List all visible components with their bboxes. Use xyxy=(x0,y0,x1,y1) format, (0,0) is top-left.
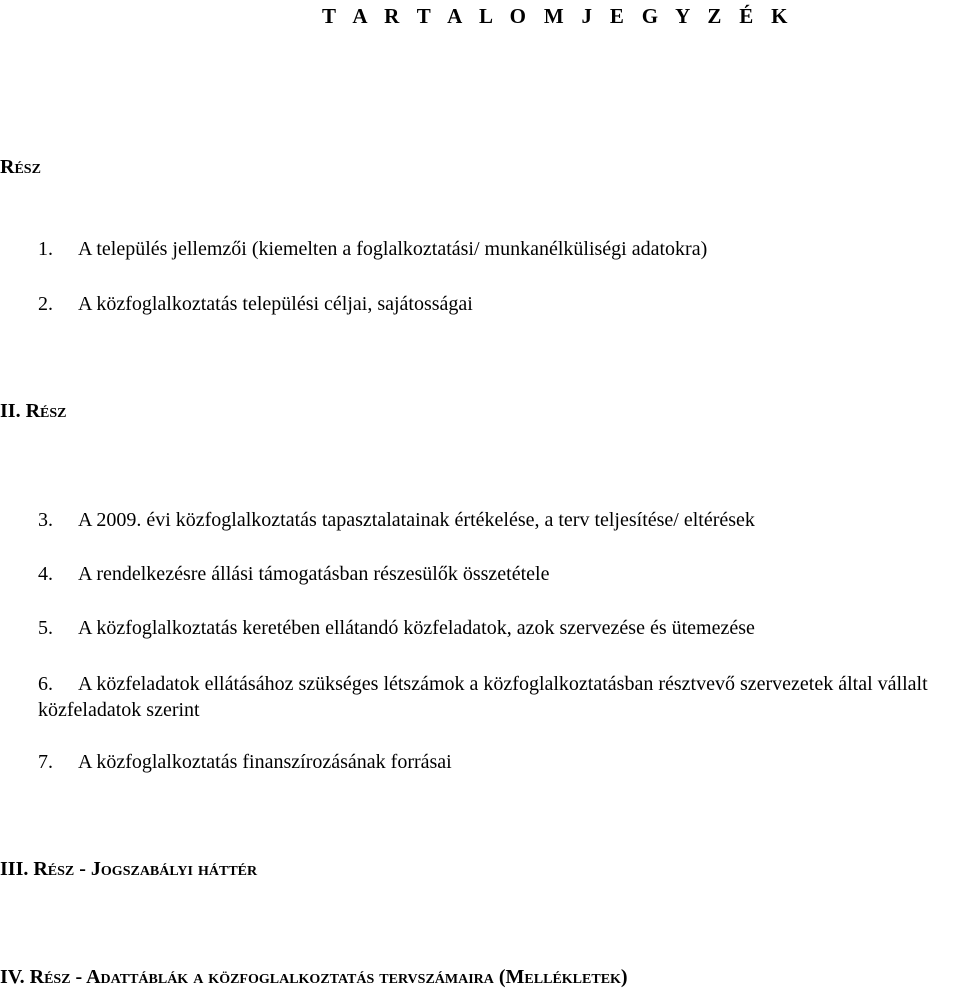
section-heading-part1: Rész xyxy=(0,156,41,178)
toc-item-number: 7. xyxy=(38,751,53,773)
toc-item-1 xyxy=(38,236,707,262)
toc-item-text: A rendelkezésre állási támogatásban részesülők összetétele xyxy=(78,563,550,585)
section-heading-part4: IV. Rész - Adattáblák a közfoglalkoztatás tervszámaira (Mellékletek) xyxy=(0,966,628,988)
toc-item-number: 1. xyxy=(38,238,53,260)
toc-item-number: 6. xyxy=(38,673,53,695)
toc-item-number: 4. xyxy=(38,563,53,585)
toc-item-5 xyxy=(38,615,755,641)
toc-item-3 xyxy=(38,507,755,533)
toc-item-text: A közfeladatok ellátásához szükséges létszámok a közfoglalkoztatásban résztvevő szervezetek által vállalt közfeladatok szerint xyxy=(38,673,928,721)
toc-item-text: A közfoglalkoztatás települési céljai, sajátosságai xyxy=(78,293,473,315)
section-heading-part2: II. Rész xyxy=(0,400,67,422)
toc-item-text: A 2009. évi közfoglalkoztatás tapasztalatainak értékelése, a terv teljesítése/ eltérések xyxy=(78,509,755,531)
toc-item-text: A közfoglalkoztatás finanszírozásának forrásai xyxy=(78,751,452,773)
toc-item-2 xyxy=(38,291,473,317)
toc-item-number: 2. xyxy=(38,293,53,315)
toc-item-6 xyxy=(38,671,960,723)
toc-item-number: 5. xyxy=(38,617,53,639)
toc-item-7 xyxy=(38,749,452,775)
toc-item-number: 3. xyxy=(38,509,53,531)
toc-item-text: A település jellemzői (kiemelten a foglalkoztatási/ munkanélküliségi adatokra) xyxy=(78,238,708,260)
toc-item-text: A közfoglalkoztatás keretében ellátandó közfeladatok, azok szervezése és ütemezése xyxy=(78,617,755,639)
document-title: T A R T A L O M J E G Y Z É K xyxy=(322,4,794,28)
toc-item-4 xyxy=(38,561,549,587)
section-heading-part3: III. Rész - Jogszabályi háttér xyxy=(0,858,258,880)
